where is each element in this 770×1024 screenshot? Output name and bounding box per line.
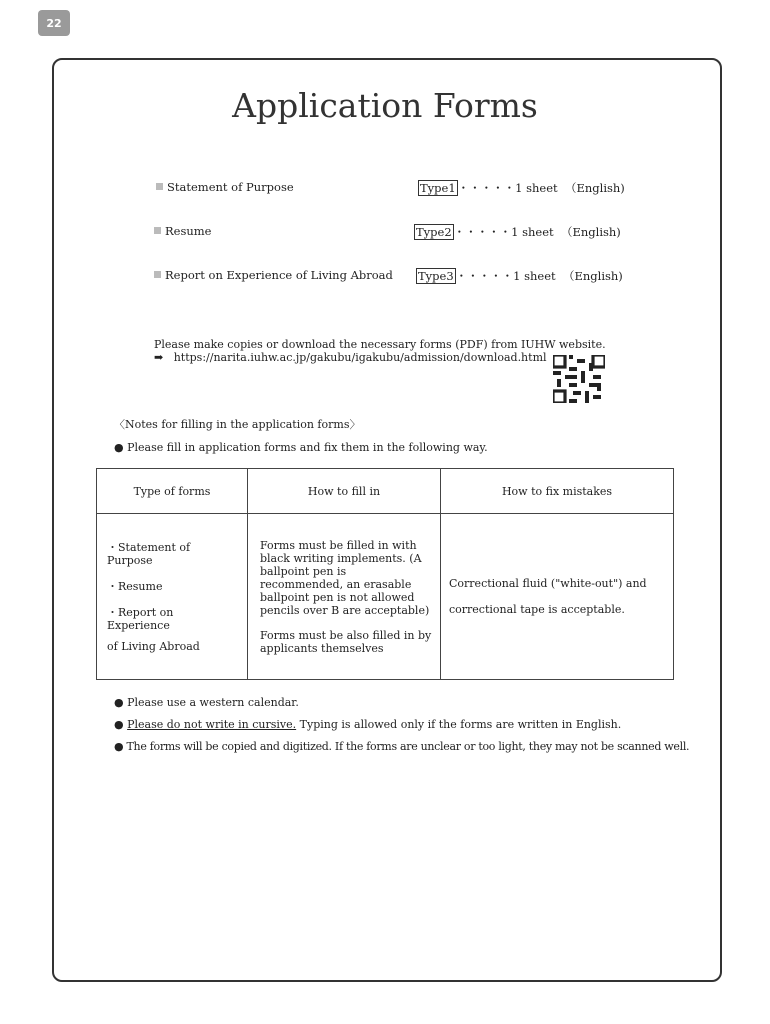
form-name: Resume <box>165 224 212 238</box>
arrow-icon: ➡ <box>154 351 164 364</box>
language: （English) <box>560 225 621 239</box>
type-item: ・Resume <box>107 579 163 593</box>
square-bullet-icon <box>156 183 163 190</box>
types-cell <box>97 514 248 680</box>
notes-heading: 〈Notes for filling in the application forms〉 <box>114 418 361 431</box>
form-item-name <box>154 224 211 238</box>
sheet-count: 1 sheet <box>515 181 558 195</box>
url-line <box>154 351 547 364</box>
fill-instructions: Forms must be also filled in by applicants themselves <box>260 628 432 655</box>
qr-code-icon <box>553 355 605 403</box>
square-bullet-icon <box>154 271 161 278</box>
language: （English) <box>564 181 625 195</box>
instructions-table <box>96 468 674 680</box>
form-type: Type3 <box>418 269 454 283</box>
form-type: Type2 <box>416 225 452 239</box>
form-item-spec <box>416 268 623 284</box>
form-name: Report on Experience of Living Abroad <box>165 268 393 282</box>
page-number-badge: 22 <box>38 10 70 36</box>
fix-cell <box>441 514 674 680</box>
dots: ・・・・・ <box>455 269 514 283</box>
note-text: The forms will be copied and digitized. If the forms are unclear or too light, they may not be scanned well. <box>126 740 690 753</box>
download-text: Please make copies or download the necessary forms (PDF) from IUHW website. <box>154 338 606 351</box>
note-bullet: ● Please do not write in cursive. Typing is allowed only if the forms are written in English. <box>114 718 622 731</box>
header-cell: Type of forms <box>97 469 248 514</box>
note-text: Please use a western calendar. <box>127 696 299 709</box>
fix-instructions: correctional tape is acceptable. <box>449 603 625 616</box>
download-link[interactable]: https://narita.iuhw.ac.jp/gakubu/igakubu/admission/download.html <box>173 351 547 364</box>
fill-instructions: Forms must be filled in with black writing implements. (A ballpoint pen is recommended, an erasable ballpoint pen is not allowed pencils over B are acceptable) <box>260 538 430 617</box>
sheet-count: 1 sheet <box>511 225 554 239</box>
type-item: ・Report on Experience <box>107 605 174 632</box>
dots: ・・・・・ <box>457 181 516 195</box>
table-row <box>97 514 674 680</box>
form-type: Type1 <box>420 181 456 195</box>
table-header-row <box>97 469 674 514</box>
form-item-spec <box>414 224 621 240</box>
fix-instructions: Correctional fluid ("white-out") and <box>449 577 647 590</box>
language: （English) <box>562 269 623 283</box>
note-bullet: ● The forms will be copied and digitized. If the forms are unclear or too light, they may not be scanned well. <box>114 740 690 753</box>
sheet-count: 1 sheet <box>513 269 556 283</box>
note-emphasis: Please do not write in cursive. <box>127 718 297 731</box>
page-title: Application Forms <box>232 86 538 125</box>
note-bullet: ● Please use a western calendar. <box>114 696 299 709</box>
header-cell: How to fix mistakes <box>441 469 674 514</box>
form-name: Statement of Purpose <box>167 180 294 194</box>
square-bullet-icon <box>154 227 161 234</box>
form-item-spec <box>418 180 625 196</box>
form-item-name <box>154 268 393 282</box>
dots: ・・・・・ <box>453 225 512 239</box>
note-text: Typing is allowed only if the forms are written in English. <box>296 718 622 731</box>
form-item-name <box>156 180 294 194</box>
fill-cell <box>248 514 441 680</box>
type-item: of Living Abroad <box>107 639 200 653</box>
type-item: ・Statement of Purpose <box>107 540 191 567</box>
header-cell: How to fill in <box>248 469 441 514</box>
notes-intro: ● Please fill in application forms and fix them in the following way. <box>114 441 488 454</box>
